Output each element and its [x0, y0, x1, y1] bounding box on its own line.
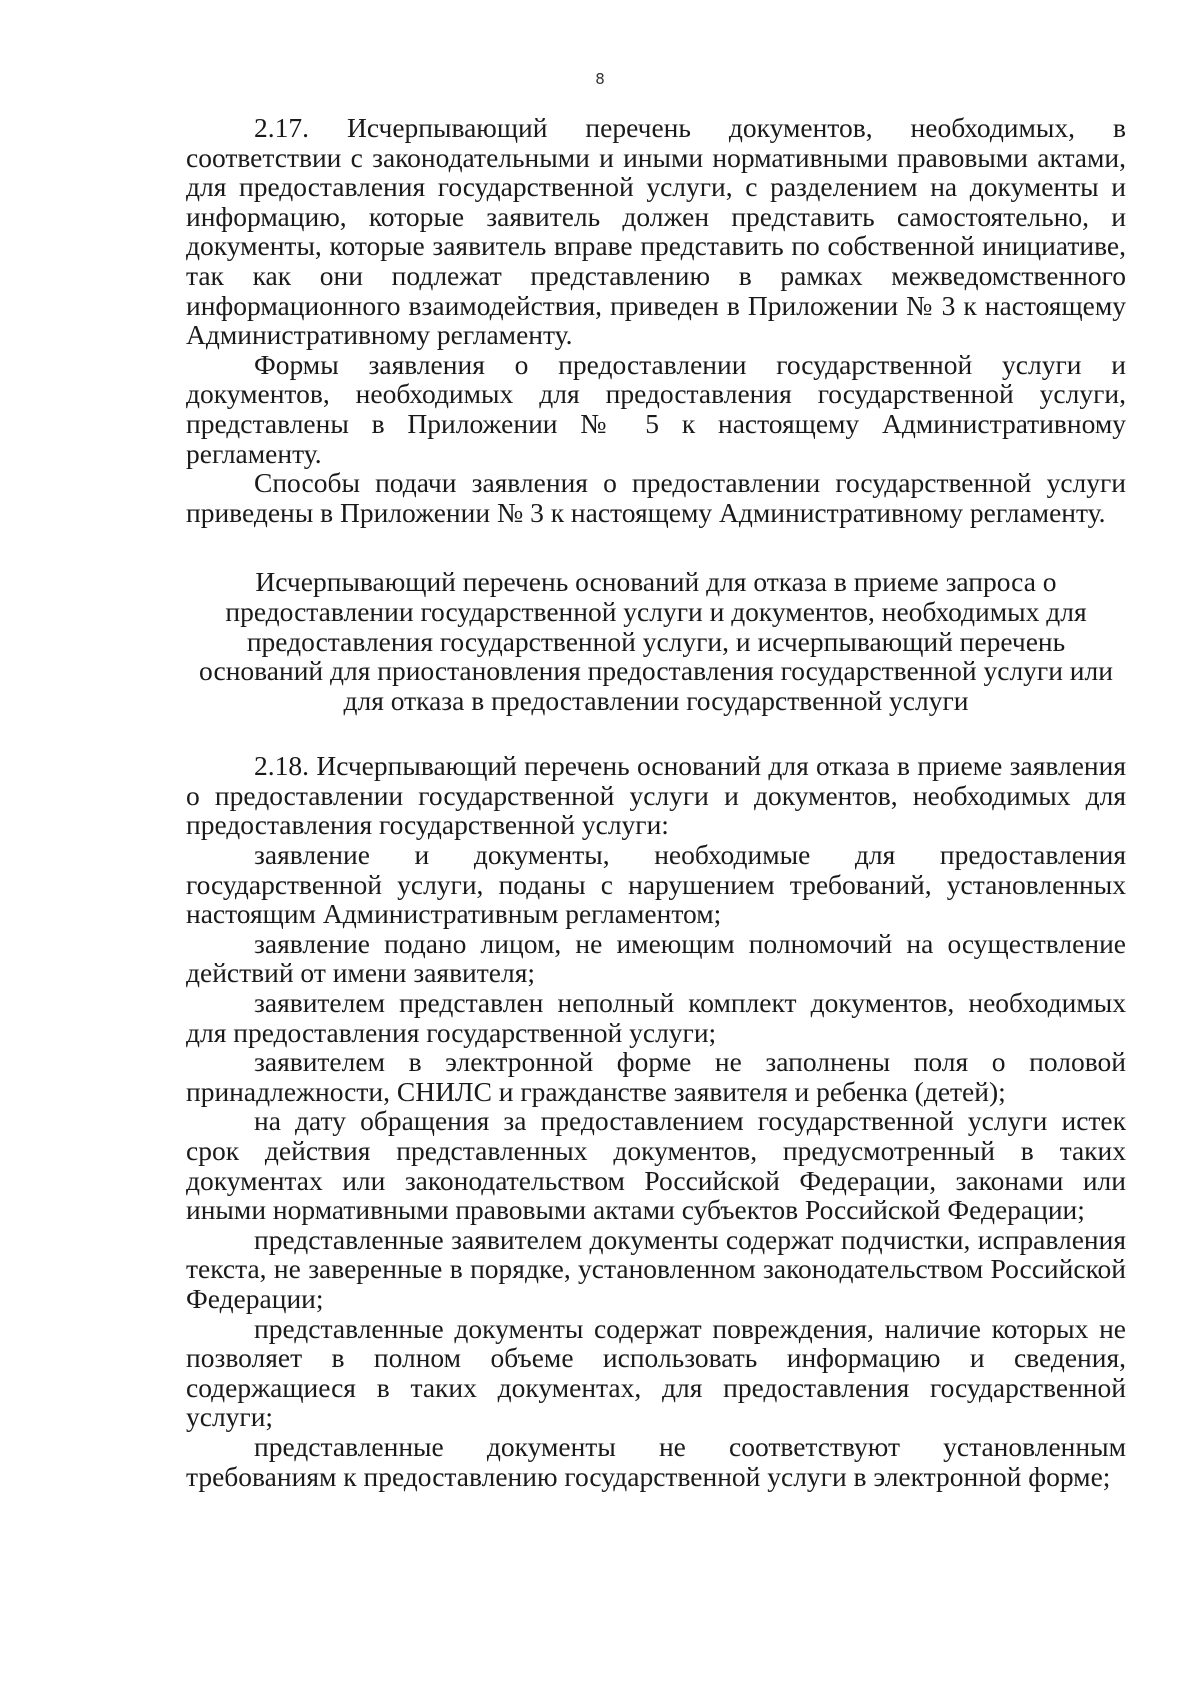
- page-number: 8: [595, 70, 605, 88]
- list-item-erasures: представленные заявителем документы содержат подчистки, исправления текста, не заверенные в порядке, установленном законодательством Российской Федерации;: [186, 1223, 1126, 1314]
- list-item-damaged-documents: представленные документы содержат повреждения, наличие которых не позволяет в полном объеме использовать информацию и сведения, содержащиеся в таких документах, для предоставления государственной услуги;: [186, 1312, 1126, 1433]
- list-item-non-compliant-electronic: представленные документы не соответствуют установленным требованиям к предоставлению государственной услуги в электронной форме;: [186, 1430, 1126, 1492]
- list-item-empty-fields: заявителем в электронной форме не заполнены поля о половой принадлежности, СНИЛС и гражданстве заявителя и ребенка (детей);: [186, 1046, 1126, 1107]
- section-heading: Исчерпывающий перечень оснований для отказа в приеме запроса о предоставлении государственной услуги и документов, необходимых для предоставления государственной услуги, и исчерпывающий перечень оснований для приостановления предоставления государственной услуги или для отказа в предоставлении государственной услуги: [199, 566, 1113, 716]
- paragraph-2-18: 2.18. Исчерпывающий перечень оснований для отказа в приеме заявления о предоставлении государственной услуги и документов, необходимых для предоставления государственной услуги:: [186, 750, 1126, 841]
- paragraph-application-forms: Формы заявления о предоставлении государственной услуги и документов, необходимых для предоставления государственной услуги, представлены в Приложении № 5 к настоящему Административному регламенту.: [186, 348, 1126, 469]
- list-item-expired-documents: на дату обращения за предоставлением государственной услуги истек срок действия представленных документов, предусмотренный в таких документах или законодательством Российской Федерации, законами или иными нормативными правовыми актами субъектов Российской Федерации;: [186, 1105, 1126, 1226]
- paragraph-submission-methods: Способы подачи заявления о предоставлении государственной услуги приведены в Приложении № 3 к настоящему Административному регламенту.: [186, 467, 1126, 528]
- paragraph-2-17: 2.17. Исчерпывающий перечень документов, необходимых, в соответствии с законодательными и иными нормативными правовыми актами, для предоставления государственной услуги, с разделением на документы и информацию, которые заявитель должен представить самостоятельно, и документы, которые заявитель вправе представить по собственной инициативе, так как они подлежат представлению в рамках межведомственного информационного взаимодействия, приведен в Приложении № 3 к настоящему Административному регламенту.: [186, 112, 1126, 351]
- list-item-no-authority: заявление подано лицом, не имеющим полномочий на осуществление действий от имени заявителя;: [186, 927, 1126, 989]
- document-body: [186, 113, 1126, 1491]
- list-item-incomplete-set: заявителем представлен неполный комплект документов, необходимых для предоставления государственной услуги;: [186, 987, 1126, 1048]
- list-item-violation-of-requirements: заявление и документы, необходимые для предоставления государственной услуги, поданы с нарушением требований, установленных настоящим Административным регламентом;: [186, 839, 1126, 930]
